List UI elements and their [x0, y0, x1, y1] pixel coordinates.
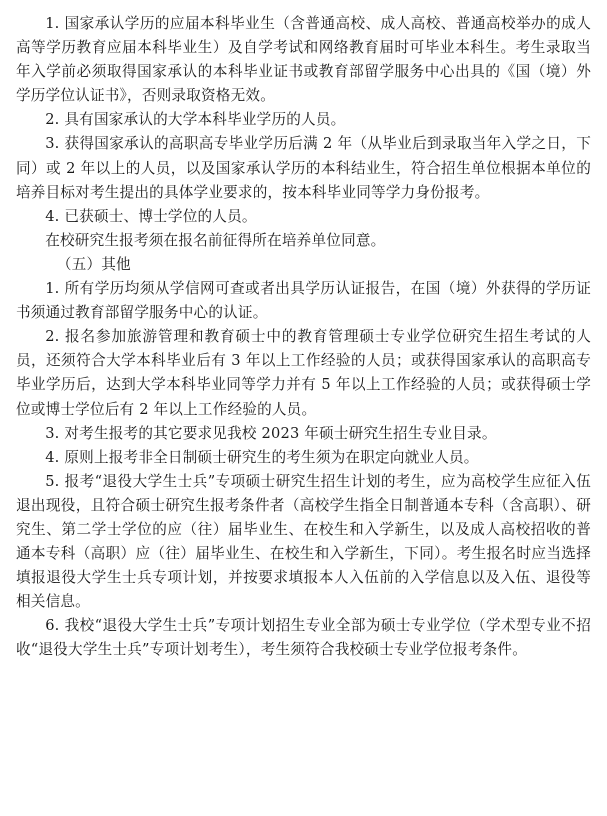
paragraph-veteran-plan-programs: 6. 我校“退役大学生士兵”专项计划招生专业全部为硕士专业学位（学术型专业不招收“退役大学生士兵”专项计划考生），考生须符合我校硕士专业学位报考条件。	[16, 617, 591, 659]
section-heading-other: （五）其他	[56, 255, 131, 273]
paragraph-program-catalog: 3. 对考生报考的其它要求见我校 2023 年硕士研究生招生专业目录。	[45, 424, 497, 442]
paragraph-master-doctor-holders: 4. 已获硕士、博士学位的人员。	[45, 207, 257, 225]
paragraph-work-experience-requirement: 2. 报名参加旅游管理和教育硕士中的教育管理硕士专业学位研究生招生考试的人员，还须符合大学本科毕业后有 3 年以上工作经验的人员；或获得国家承认的高职高专毕业学历后，达到大学本科毕业同等学力并有 5 年以上工作经验的人员；或获得硕士学位或博士学位后有 2 年以上工作经验的人员。	[16, 328, 591, 418]
paragraph-veteran-plan-eligibility: 5. 报考“退役大学生士兵”专项硕士研究生招生计划的考生，应为高校学生应征入伍退出现役，且符合硕士研究生报考条件者（高校学生指全日制普通本专科（含高职）、研究生、第二学士学位的应（往）届毕业生、在校生和入学新生，以及成人高校招收的普通本专科（高职）应（往）届毕业生、在校生和入学新生，下同）。考生报名时应当选择填报退役大学生士兵专项计划，并按要求填报本人入伍前的入学信息以及入伍、退役等相关信息。	[16, 472, 591, 611]
paragraph-undergrad-graduates: 1. 国家承认学历的应届本科毕业生（含普通高校、成人高校、普通高校举办的成人高等学历教育应届本科毕业生）及自学考试和网络教育届时可毕业本科生。考生录取当年入学前必须取得国家承认的本科毕业证书或教育部留学服务中心出具的《国（境）外学历学位认证书》，否则录取资格无效。	[16, 15, 591, 105]
paragraph-bachelor-degree-holders: 2. 具有国家承认的大学本科毕业学历的人员。	[45, 111, 346, 129]
paragraph-current-grad-students: 在校研究生报考须在报名前征得所在培养单位同意。	[45, 231, 386, 249]
paragraph-part-time-requirement: 4. 原则上报考非全日制硕士研究生的考生须为在职定向就业人员。	[45, 448, 479, 466]
paragraph-vocational-graduates: 3. 获得国家承认的高职高专毕业学历后满 2 年（从毕业后到录取当年入学之日，下同）或 2 年以上的人员，以及国家承认学历的本科结业生，符合招生单位根据本单位的培养目标对考生提出的具体学业要求的，按本科毕业同等学力身份报考。	[16, 135, 591, 201]
paragraph-credential-verification: 1. 所有学历均须从学信网可查或者出具学历认证报告，在国（境）外获得的学历证书须通过教育部留学服务中心的认证。	[16, 280, 591, 322]
